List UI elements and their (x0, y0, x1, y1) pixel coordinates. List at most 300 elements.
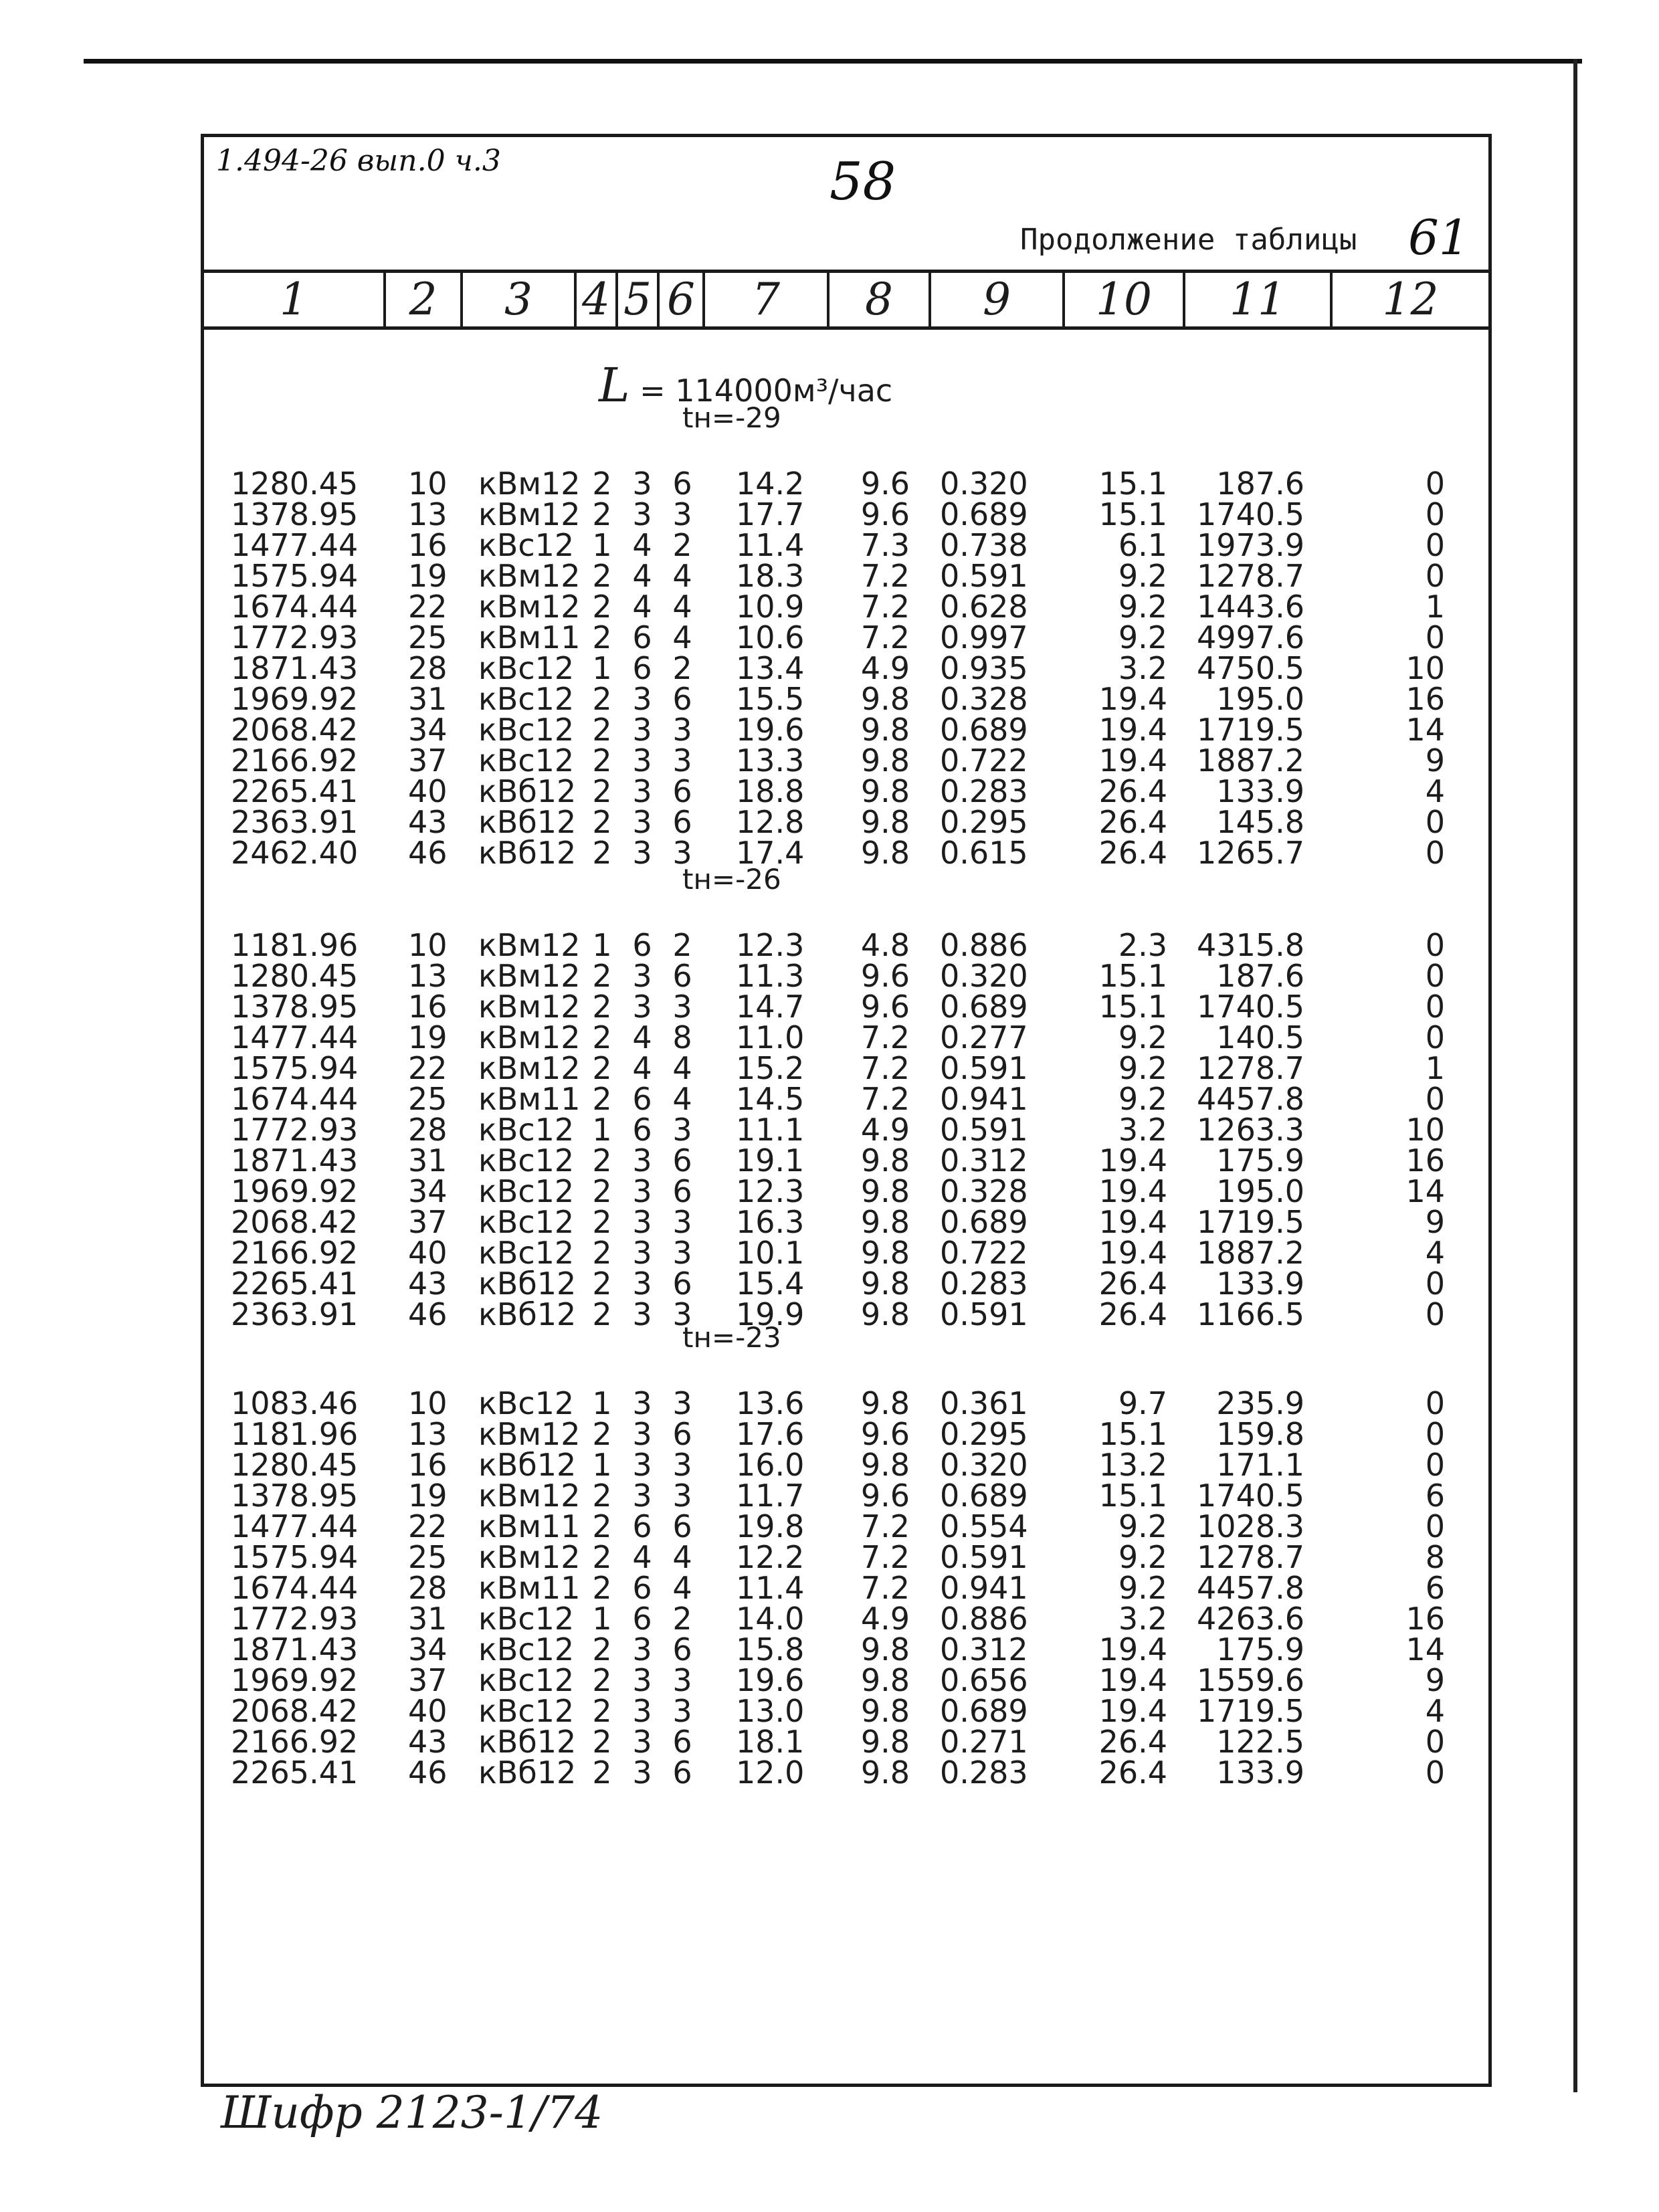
cell-col-2: 46 (408, 1296, 448, 1332)
cell-col-5: 3 (632, 1266, 652, 1302)
cell-col-7: 11.7 (736, 1478, 805, 1514)
cell-col-1: 1772.93 (231, 1601, 359, 1637)
cell-col-4: 2 (592, 1142, 612, 1179)
cell-col-7: 13.4 (736, 650, 805, 686)
cell-col-9: 0.328 (940, 1173, 1028, 1209)
cell-col-8: 7.2 (860, 1539, 910, 1575)
cell-col-4: 2 (592, 712, 612, 748)
cell-col-9: 0.591 (940, 558, 1028, 594)
cell-col-3: кBм12 (478, 1416, 581, 1452)
cell-col-6: 3 (672, 989, 692, 1025)
cell-col-10: 19.4 (1098, 1662, 1167, 1698)
table-row (204, 650, 1488, 686)
column-header: 3 (460, 273, 574, 326)
cell-col-10: 9.2 (1118, 1019, 1167, 1055)
cell-col-2: 31 (408, 1601, 448, 1637)
cell-col-11: 133.9 (1216, 773, 1304, 809)
cell-col-3: кBм12 (478, 989, 581, 1025)
cell-col-3: кBб12 (478, 835, 577, 871)
cell-col-8: 4.9 (860, 1601, 910, 1637)
cell-col-7: 11.0 (736, 1019, 805, 1055)
cell-col-2: 43 (408, 804, 448, 840)
cell-col-4: 1 (592, 1385, 612, 1421)
cell-col-2: 34 (408, 1173, 448, 1209)
cell-col-10: 19.4 (1098, 681, 1167, 717)
cell-col-6: 6 (672, 804, 692, 840)
cell-col-11: 1740.5 (1197, 1478, 1304, 1514)
table-row (204, 1570, 1488, 1606)
cell-col-10: 19.4 (1098, 742, 1167, 779)
cell-col-8: 9.6 (860, 1416, 910, 1452)
cell-col-5: 3 (632, 1724, 652, 1760)
cell-col-12: 0 (1425, 1416, 1445, 1452)
cell-col-6: 6 (672, 1631, 692, 1668)
cell-col-11: 133.9 (1216, 1266, 1304, 1302)
cell-col-8: 7.2 (860, 619, 910, 656)
cell-col-6: 3 (672, 496, 692, 532)
cell-col-5: 6 (632, 1112, 652, 1148)
table-row (204, 1142, 1488, 1179)
cell-col-2: 37 (408, 1662, 448, 1698)
cell-col-4: 2 (592, 958, 612, 994)
cell-col-4: 2 (592, 1478, 612, 1514)
cell-col-12: 14 (1405, 1173, 1445, 1209)
cell-col-4: 2 (592, 1416, 612, 1452)
cell-col-2: 46 (408, 835, 448, 871)
cell-col-5: 4 (632, 558, 652, 594)
formula-value: = 114000м³/час (640, 373, 893, 409)
cell-col-5: 4 (632, 527, 652, 563)
cell-col-12: 0 (1425, 1019, 1445, 1055)
cell-col-9: 0.295 (940, 1416, 1028, 1452)
cell-col-7: 13.0 (736, 1693, 805, 1729)
cell-col-1: 2068.42 (231, 1204, 359, 1240)
cell-col-7: 14.5 (736, 1081, 805, 1117)
cell-col-4: 2 (592, 1539, 612, 1575)
column-header: 2 (383, 273, 460, 326)
cell-col-1: 2166.92 (231, 1724, 359, 1760)
cell-col-7: 18.1 (736, 1724, 805, 1760)
cell-col-5: 4 (632, 589, 652, 625)
column-header: 9 (929, 273, 1062, 326)
column-header: 6 (657, 273, 702, 326)
cell-col-8: 7.2 (860, 1508, 910, 1544)
cell-col-3: кBб12 (478, 1296, 577, 1332)
cell-col-6: 3 (672, 1693, 692, 1729)
cell-col-5: 4 (632, 1539, 652, 1575)
cell-col-1: 1083.46 (231, 1385, 359, 1421)
cell-col-6: 3 (672, 1478, 692, 1514)
cell-col-3: кBм11 (478, 1508, 581, 1544)
cell-col-12: 0 (1425, 1724, 1445, 1760)
column-header-row (204, 270, 1488, 330)
cell-col-12: 0 (1425, 1296, 1445, 1332)
cell-col-4: 2 (592, 589, 612, 625)
cell-col-2: 22 (408, 589, 448, 625)
cell-col-11: 159.8 (1216, 1416, 1304, 1452)
cell-col-7: 17.4 (736, 835, 805, 871)
cell-col-9: 0.656 (940, 1662, 1028, 1698)
cell-col-1: 1477.44 (231, 1019, 359, 1055)
cell-col-5: 3 (632, 1142, 652, 1179)
table-row (204, 1416, 1488, 1452)
cell-col-3: кBc12 (478, 1204, 575, 1240)
cell-col-2: 22 (408, 1050, 448, 1086)
cell-col-7: 17.6 (736, 1416, 805, 1452)
cell-col-10: 15.1 (1098, 466, 1167, 502)
cell-col-11: 1263.3 (1197, 1112, 1304, 1148)
table-row (204, 1296, 1488, 1332)
cell-col-5: 3 (632, 958, 652, 994)
cell-col-5: 3 (632, 1754, 652, 1791)
cell-col-3: кBм12 (478, 958, 581, 994)
cell-col-9: 0.591 (940, 1050, 1028, 1086)
column-header: 12 (1330, 273, 1488, 326)
table-row (204, 1081, 1488, 1117)
cell-col-9: 0.689 (940, 1693, 1028, 1729)
cell-col-11: 133.9 (1216, 1754, 1304, 1791)
cell-col-9: 0.689 (940, 989, 1028, 1025)
table-row (204, 1478, 1488, 1514)
cell-col-10: 9.2 (1118, 558, 1167, 594)
cell-col-5: 3 (632, 835, 652, 871)
cell-col-6: 3 (672, 835, 692, 871)
cell-col-3: кBc12 (478, 1112, 575, 1148)
cell-col-3: кBc12 (478, 681, 575, 717)
cell-col-4: 1 (592, 1601, 612, 1637)
table-row (204, 1204, 1488, 1240)
cell-col-11: 1740.5 (1197, 496, 1304, 532)
cell-col-8: 9.6 (860, 958, 910, 994)
cell-col-1: 1674.44 (231, 589, 359, 625)
cell-col-6: 2 (672, 650, 692, 686)
cell-col-6: 6 (672, 681, 692, 717)
cell-col-1: 1477.44 (231, 527, 359, 563)
table-row (204, 1539, 1488, 1575)
cell-col-10: 15.1 (1098, 1478, 1167, 1514)
cell-col-12: 1 (1425, 1050, 1445, 1086)
cell-col-7: 11.1 (736, 1112, 805, 1148)
cell-col-1: 2068.42 (231, 1693, 359, 1729)
section-header: tн=-23 (682, 1321, 781, 1354)
table-row (204, 681, 1488, 717)
cell-col-12: 0 (1425, 927, 1445, 963)
cell-col-12: 0 (1425, 804, 1445, 840)
cell-col-9: 0.277 (940, 1019, 1028, 1055)
cell-col-9: 0.320 (940, 466, 1028, 502)
cell-col-12: 9 (1425, 1204, 1445, 1240)
cell-col-9: 0.628 (940, 589, 1028, 625)
cell-col-7: 10.1 (736, 1235, 805, 1271)
cell-col-9: 0.738 (940, 527, 1028, 563)
cell-col-3: кBc12 (478, 527, 575, 563)
cell-col-3: кBм11 (478, 1570, 581, 1606)
table-row (204, 1601, 1488, 1637)
cell-col-5: 4 (632, 1050, 652, 1086)
cell-col-9: 0.320 (940, 1447, 1028, 1483)
cell-col-5: 3 (632, 1296, 652, 1332)
cell-col-1: 1181.96 (231, 927, 359, 963)
column-header: 10 (1062, 273, 1183, 326)
cell-col-7: 12.8 (736, 804, 805, 840)
cell-col-11: 1559.6 (1197, 1662, 1304, 1698)
cell-col-5: 3 (632, 989, 652, 1025)
cell-col-2: 10 (408, 927, 448, 963)
cell-col-6: 3 (672, 712, 692, 748)
cell-col-2: 13 (408, 958, 448, 994)
cell-col-8: 9.6 (860, 496, 910, 532)
cell-col-11: 4315.8 (1197, 927, 1304, 963)
cell-col-8: 4.8 (860, 927, 910, 963)
continuation-label: Продолжение таблицы (1020, 223, 1357, 257)
cell-col-6: 3 (672, 1204, 692, 1240)
section-header: tн=-26 (682, 863, 781, 896)
cell-col-8: 7.2 (860, 558, 910, 594)
cell-col-8: 9.8 (860, 1235, 910, 1271)
cell-col-7: 11.4 (736, 1570, 805, 1606)
cell-col-9: 0.886 (940, 1601, 1028, 1637)
cell-col-5: 6 (632, 1081, 652, 1117)
cell-col-4: 2 (592, 1754, 612, 1791)
cell-col-9: 0.615 (940, 835, 1028, 871)
cell-col-10: 19.4 (1098, 1142, 1167, 1179)
cell-col-7: 11.3 (736, 958, 805, 994)
table-row (204, 496, 1488, 532)
cell-col-11: 4997.6 (1197, 619, 1304, 656)
cell-col-4: 2 (592, 1019, 612, 1055)
cell-col-4: 2 (592, 496, 612, 532)
cell-col-2: 16 (408, 989, 448, 1025)
cell-col-1: 1871.43 (231, 1142, 359, 1179)
cell-col-4: 2 (592, 1631, 612, 1668)
column-header: 8 (827, 273, 929, 326)
cell-col-9: 0.283 (940, 773, 1028, 809)
cell-col-9: 0.320 (940, 958, 1028, 994)
formula-symbol: L (599, 358, 630, 413)
cell-col-2: 40 (408, 1235, 448, 1271)
cell-col-9: 0.328 (940, 681, 1028, 717)
table-row (204, 1173, 1488, 1209)
cell-col-11: 171.1 (1216, 1447, 1304, 1483)
cell-col-5: 6 (632, 650, 652, 686)
cell-col-4: 2 (592, 1204, 612, 1240)
table-row (204, 1112, 1488, 1148)
table-row (204, 1754, 1488, 1791)
cell-col-9: 0.997 (940, 619, 1028, 656)
cell-col-1: 1969.92 (231, 1173, 359, 1209)
cell-col-3: кBc12 (478, 742, 575, 779)
cell-col-1: 1674.44 (231, 1570, 359, 1606)
cell-col-6: 2 (672, 1601, 692, 1637)
cell-col-11: 195.0 (1216, 681, 1304, 717)
cell-col-9: 0.283 (940, 1754, 1028, 1791)
cell-col-1: 2068.42 (231, 712, 359, 748)
cell-col-10: 9.2 (1118, 619, 1167, 656)
cell-col-2: 19 (408, 1478, 448, 1514)
cell-col-9: 0.295 (940, 804, 1028, 840)
cell-col-11: 122.5 (1216, 1724, 1304, 1760)
cell-col-1: 1280.45 (231, 1447, 359, 1483)
column-header: 5 (615, 273, 657, 326)
column-header: 1 (280, 274, 308, 325)
cell-col-4: 1 (592, 1447, 612, 1483)
cell-col-1: 1378.95 (231, 989, 359, 1025)
cell-col-2: 25 (408, 1539, 448, 1575)
cell-col-8: 9.8 (860, 1142, 910, 1179)
cell-col-4: 2 (592, 1570, 612, 1606)
cell-col-6: 6 (672, 1416, 692, 1452)
cell-col-12: 16 (1405, 681, 1445, 717)
cell-col-3: кBc12 (478, 1142, 575, 1179)
cell-col-7: 19.6 (736, 712, 805, 748)
cell-col-6: 6 (672, 773, 692, 809)
cell-col-5: 3 (632, 773, 652, 809)
cell-col-8: 7.2 (860, 1019, 910, 1055)
cell-col-10: 26.4 (1098, 804, 1167, 840)
cell-col-10: 3.2 (1118, 1112, 1167, 1148)
cell-col-6: 6 (672, 1508, 692, 1544)
cell-col-7: 19.6 (736, 1662, 805, 1698)
cell-col-8: 4.9 (860, 1112, 910, 1148)
cell-col-8: 9.8 (860, 1296, 910, 1332)
table-row (204, 1693, 1488, 1729)
cell-col-7: 14.2 (736, 466, 805, 502)
cell-col-12: 14 (1405, 712, 1445, 748)
cell-col-1: 1772.93 (231, 1112, 359, 1148)
cell-col-11: 1278.7 (1197, 1539, 1304, 1575)
cell-col-1: 2363.91 (231, 804, 359, 840)
cell-col-9: 0.312 (940, 1631, 1028, 1668)
cell-col-9: 0.689 (940, 496, 1028, 532)
cell-col-11: 1719.5 (1197, 1204, 1304, 1240)
cell-col-3: кBб12 (478, 773, 577, 809)
cell-col-12: 14 (1405, 1631, 1445, 1668)
cell-col-2: 22 (408, 1508, 448, 1544)
cell-col-4: 2 (592, 773, 612, 809)
cell-col-10: 15.1 (1098, 958, 1167, 994)
cell-col-8: 9.8 (860, 835, 910, 871)
cell-col-11: 1887.2 (1197, 1235, 1304, 1271)
cell-col-7: 12.2 (736, 1539, 805, 1575)
cell-col-4: 2 (592, 681, 612, 717)
cell-col-8: 9.8 (860, 1754, 910, 1791)
cell-col-4: 2 (592, 1050, 612, 1086)
cell-col-8: 9.6 (860, 466, 910, 502)
cell-col-7: 13.6 (736, 1385, 805, 1421)
cell-col-10: 19.4 (1098, 1631, 1167, 1668)
cell-col-9: 0.361 (940, 1385, 1028, 1421)
cell-col-5: 3 (632, 1173, 652, 1209)
cell-col-2: 19 (408, 1019, 448, 1055)
cell-col-12: 16 (1405, 1142, 1445, 1179)
cell-col-12: 0 (1425, 1266, 1445, 1302)
cell-col-10: 15.1 (1098, 989, 1167, 1025)
cell-col-4: 2 (592, 1081, 612, 1117)
cell-col-5: 6 (632, 619, 652, 656)
cell-col-11: 1166.5 (1197, 1296, 1304, 1332)
cell-col-11: 4457.8 (1197, 1081, 1304, 1117)
cell-col-7: 14.0 (736, 1601, 805, 1637)
cell-col-8: 9.8 (860, 1204, 910, 1240)
cell-col-10: 3.2 (1118, 1601, 1167, 1637)
cell-col-9: 0.941 (940, 1570, 1028, 1606)
cell-col-4: 1 (592, 527, 612, 563)
cell-col-1: 1477.44 (231, 1508, 359, 1544)
table-row (204, 1662, 1488, 1698)
cell-col-7: 13.3 (736, 742, 805, 779)
cell-col-10: 19.4 (1098, 1693, 1167, 1729)
right-border-line (1573, 59, 1577, 2092)
cell-col-12: 0 (1425, 835, 1445, 871)
cell-col-10: 19.4 (1098, 1235, 1167, 1271)
cell-col-12: 0 (1425, 619, 1445, 656)
cell-col-9: 0.935 (940, 650, 1028, 686)
cell-col-3: кBм12 (478, 1478, 581, 1514)
cell-col-3: кBм12 (478, 927, 581, 963)
cell-col-6: 3 (672, 1112, 692, 1148)
cell-col-8: 9.8 (860, 712, 910, 748)
cell-col-5: 3 (632, 1478, 652, 1514)
cell-col-12: 0 (1425, 1081, 1445, 1117)
cell-col-5: 3 (632, 1204, 652, 1240)
cell-col-7: 10.6 (736, 619, 805, 656)
cell-col-3: кBc12 (478, 1631, 575, 1668)
cell-col-11: 4457.8 (1197, 1570, 1304, 1606)
cell-col-2: 13 (408, 496, 448, 532)
cell-col-7: 11.4 (736, 527, 805, 563)
cell-col-2: 28 (408, 650, 448, 686)
cell-col-6: 6 (672, 1754, 692, 1791)
cell-col-10: 9.2 (1118, 1570, 1167, 1606)
cell-col-12: 0 (1425, 1447, 1445, 1483)
table-row (204, 1631, 1488, 1668)
cell-col-1: 1280.45 (231, 466, 359, 502)
cell-col-8: 9.8 (860, 1447, 910, 1483)
table-row (204, 712, 1488, 748)
cell-col-3: кBм12 (478, 496, 581, 532)
cell-col-3: кBб12 (478, 1266, 577, 1302)
cell-col-9: 0.591 (940, 1296, 1028, 1332)
cell-col-8: 7.2 (860, 1570, 910, 1606)
cell-col-5: 3 (632, 804, 652, 840)
cell-col-3: кBc12 (478, 1173, 575, 1209)
section-header: tн=-29 (682, 401, 781, 434)
cell-col-4: 2 (592, 1508, 612, 1544)
cell-col-6: 3 (672, 742, 692, 779)
cell-col-5: 3 (632, 1235, 652, 1271)
cell-col-3: кBм12 (478, 1539, 581, 1575)
cell-col-12: 6 (1425, 1478, 1445, 1514)
cell-col-8: 9.8 (860, 1266, 910, 1302)
cell-col-5: 3 (632, 712, 652, 748)
cell-col-5: 6 (632, 927, 652, 963)
cell-col-11: 1887.2 (1197, 742, 1304, 779)
cell-col-8: 9.8 (860, 1693, 910, 1729)
cell-col-4: 2 (592, 1235, 612, 1271)
cell-col-12: 1 (1425, 589, 1445, 625)
cell-col-3: кBc12 (478, 1235, 575, 1271)
cell-col-5: 3 (632, 1385, 652, 1421)
cell-col-5: 3 (632, 1416, 652, 1452)
cell-col-10: 19.4 (1098, 1204, 1167, 1240)
cell-col-4: 2 (592, 835, 612, 871)
cell-col-3: кBб12 (478, 1447, 577, 1483)
cell-col-6: 4 (672, 1539, 692, 1575)
cell-col-4: 2 (592, 466, 612, 502)
cell-col-3: кBc12 (478, 1601, 575, 1637)
cell-col-4: 2 (592, 619, 612, 656)
cell-col-2: 43 (408, 1266, 448, 1302)
